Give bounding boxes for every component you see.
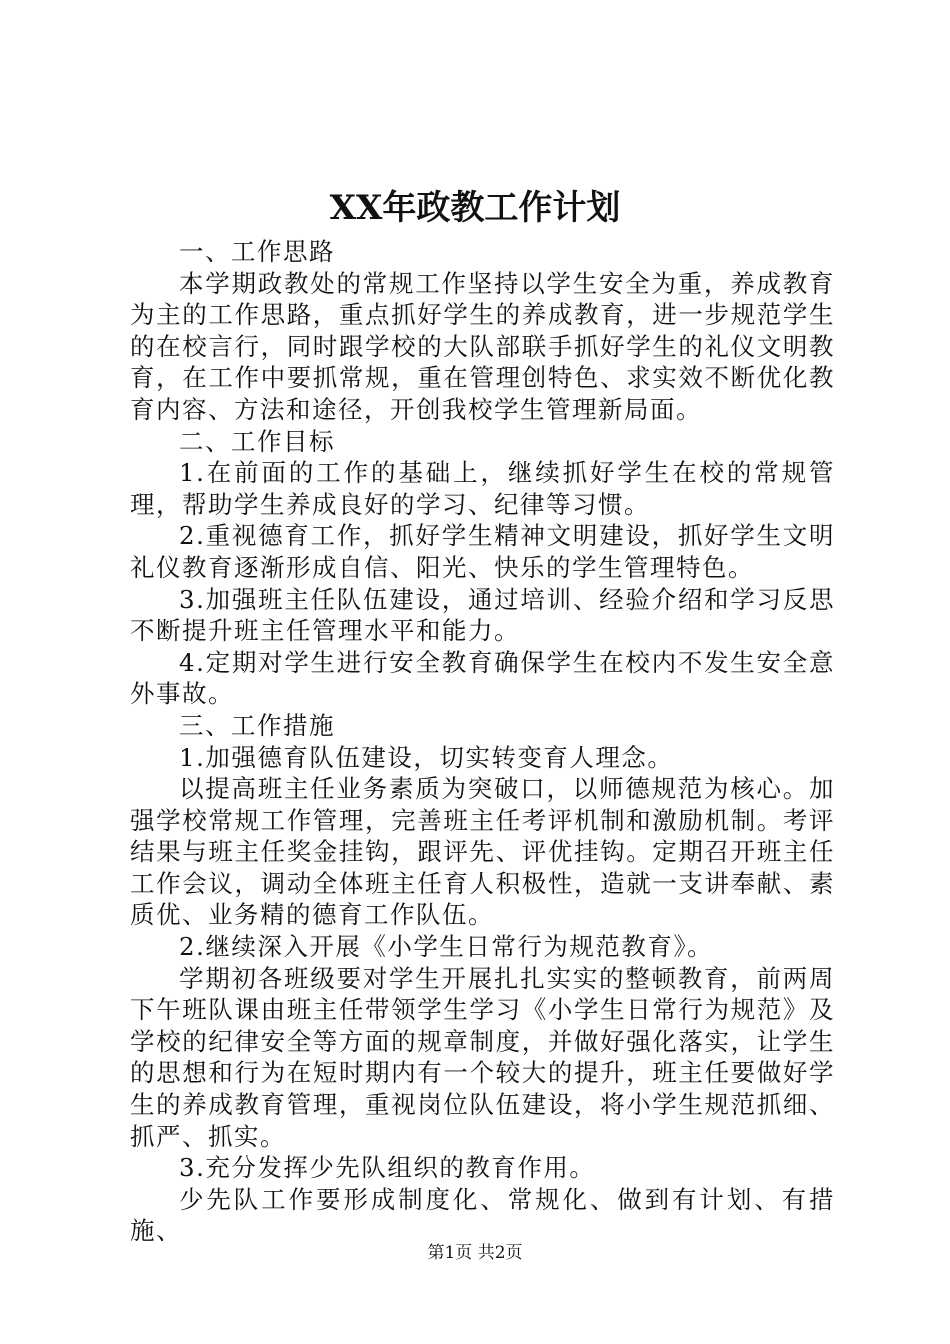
paragraph: 学期初各班级要对学生开展扎扎实实的整顿教育，前两周下午班队课由班主任带领学生学习《小学生日常行为规范》及学校的纪律安全等方面的规章制度，并做好强化落实，让学生的思想和行为在短时期内有一个较大的提升，班主任要做好学生的养成教育管理，重视岗位队伍建设，将小学生规范抓细、抓严、抓实。 <box>130 963 835 1151</box>
paragraph: 少先队工作要形成制度化、常规化、做到有计划、有措施、 <box>130 1184 835 1246</box>
paragraph: 一、工作思路 <box>179 237 335 266</box>
paragraph: 3.加强班主任队伍建设，通过培训、经验介绍和学习反思不断提升班主任管理水平和能力。 <box>130 584 835 646</box>
paragraph: 本学期政教处的常规工作坚持以学生安全为重，养成教育为主的工作思路，重点抓好学生的养成教育，进一步规范学生的在校言行，同时跟学校的大队部联手抓好学生的礼仪文明教育，在工作中要抓常规，重在管理创特色、求实效不断优化教育内容、方法和途径，开创我校学生管理新局面。 <box>130 268 835 424</box>
document-body <box>130 236 835 1247</box>
paragraph: 1.在前面的工作的基础上，继续抓好学生在校的常规管理，帮助学生养成良好的学习、纪律等习惯。 <box>130 458 835 519</box>
paragraph: 4.定期对学生进行安全教育确保学生在校内不发生安全意外事故。 <box>130 647 835 709</box>
paragraph: 2.重视德育工作，抓好学生精神文明建设，抓好学生文明礼仪教育逐渐形成自信、阳光、快乐的学生管理特色。 <box>130 521 835 582</box>
paragraph: 2.继续深入开展《小学生日常行为规范教育》。 <box>179 932 714 962</box>
paragraph: 以提高班主任业务素质为突破口，以师德规范为核心。加强学校常规工作管理，完善班主任考评机制和激励机制。考评结果与班主任奖金挂钩，跟评先、评优挂钩。定期召开班主任工作会议，调动全体班主任育人积极性，造就一支讲奉献、素质优、业务精的德育工作队伍。 <box>130 774 835 930</box>
document-title: XX年政教工作计划 <box>329 188 621 228</box>
paragraph: 三、工作措施 <box>179 710 335 740</box>
page-footer: 第1页 共2页 <box>427 1243 523 1263</box>
paragraph: 3.充分发挥少先队组织的教育作用。 <box>179 1153 596 1183</box>
paragraph: 1.加强德育队伍建设，切实转变育人理念。 <box>179 742 674 772</box>
paragraph: 二、工作目标 <box>179 426 335 456</box>
